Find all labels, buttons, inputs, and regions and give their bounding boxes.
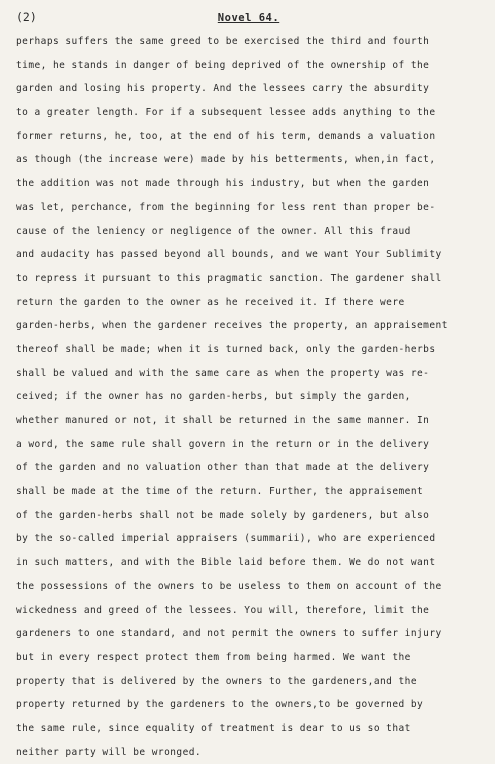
page-header	[16, 6, 481, 30]
text-line: gardeners to one standard, and not permit the owners to suffer injury	[16, 628, 442, 640]
text-line: shall be made at the time of the return. Further, the appraisement	[16, 486, 424, 498]
text-line: time, he stands in danger of being deprived of the ownership of the	[16, 59, 430, 71]
text-line: of the garden-herbs shall not be made solely by gardeners, but also	[16, 509, 430, 521]
page-title: Novel 64.	[217, 12, 280, 24]
text-line: and audacity has passed beyond all bounds, and we want Your Sublimity	[16, 249, 442, 261]
text-line: shall be valued and with the same care as when the property was re-	[16, 367, 430, 379]
page-number: (2)	[16, 10, 37, 24]
text-line: to a greater length. For if a subsequent lessee adds anything to the	[16, 107, 436, 119]
text-line: wickedness and greed of the lessees. You will, therefore, limit the	[16, 604, 430, 616]
body-text	[16, 30, 481, 764]
text-line: neither party will be wronged.	[16, 746, 202, 758]
text-line: the same rule, since equality of treatment is dear to us so that	[16, 722, 411, 734]
text-line: the possessions of the owners to be useless to them on account of the	[16, 580, 442, 592]
text-line: property that is delivered by the owners to the gardeners,and the	[16, 675, 418, 687]
text-line: as though (the increase were) made by his betterments, when,in fact,	[16, 154, 436, 166]
text-line: thereof shall be made; when it is turned back, only the garden-herbs	[16, 343, 436, 355]
text-line: in such matters, and with the Bible laid before them. We do not want	[16, 557, 436, 569]
text-line: garden and losing his property. And the lessees carry the absurdity	[16, 83, 430, 95]
text-line: property returned by the gardeners to the owners,to be governed by	[16, 699, 424, 711]
text-line: perhaps suffers the same greed to be exercised the third and fourth	[16, 36, 430, 47]
text-line: garden-herbs, when the gardener receives the property, an appraisement	[16, 320, 448, 332]
text-line: ceived; if the owner has no garden-herbs, but simply the garden,	[16, 391, 411, 403]
text-line: by the so-called imperial appraisers (summarii), who are experienced	[16, 533, 436, 545]
text-line: to repress it pursuant to this pragmatic sanction. The gardener shall	[16, 272, 442, 284]
text-line: of the garden and no valuation other than that made at the delivery	[16, 462, 430, 474]
text-line: cause of the leniency or negligence of the owner. All this fraud	[16, 225, 411, 237]
text-line: a word, the same rule shall govern in the return or in the delivery	[16, 438, 430, 450]
text-line: the addition was not made through his industry, but when the garden	[16, 178, 430, 190]
text-line: was let, perchance, from the beginning for less rent than proper be-	[16, 201, 436, 213]
text-line: but in every respect protect them from being harmed. We want the	[16, 651, 411, 663]
text-line: whether manured or not, it shall be returned in the same manner. In	[16, 415, 430, 426]
text-line: return the garden to the owner as he received it. If there were	[16, 296, 405, 308]
text-line: former returns, he, too, at the end of his term, demands a valuation	[16, 130, 436, 142]
